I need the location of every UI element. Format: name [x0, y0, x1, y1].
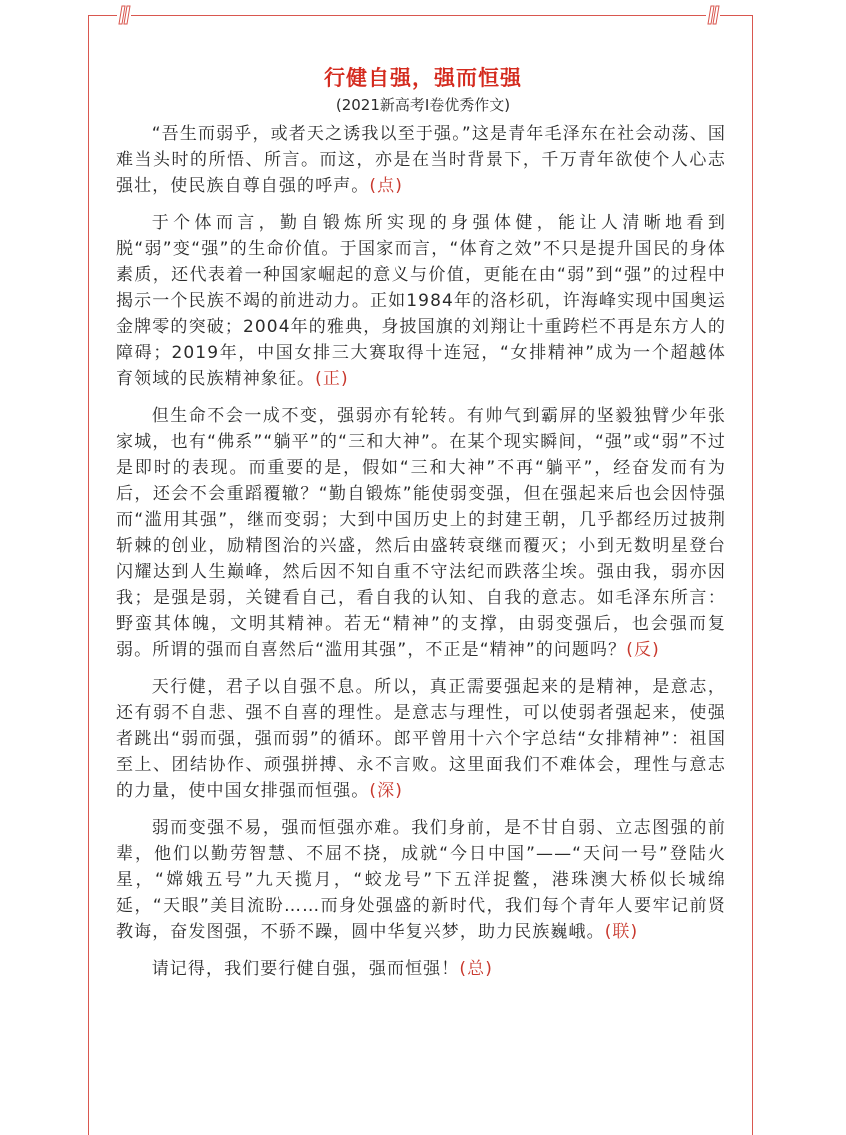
paragraph-conclusion	[116, 956, 726, 982]
paragraph-marker: (总)	[459, 959, 493, 979]
article-subtitle: (2021新高考I卷优秀作文)	[335, 96, 511, 114]
paragraph-positive	[116, 210, 726, 392]
paragraph-connect	[116, 815, 726, 945]
article-body	[116, 121, 726, 993]
paragraph-marker: (反)	[626, 640, 660, 660]
paragraph-text: 请记得，我们要行健自强，强而恒强！	[151, 959, 460, 979]
paragraph-marker: (正)	[315, 369, 349, 389]
paragraph-deepen	[116, 674, 726, 804]
paragraph-point	[116, 121, 726, 199]
article-title: 行健自强，强而恒强	[324, 66, 522, 90]
paragraph-text: 天行健，君子以自强不息。所以，真正需要强起来的是精神，是意志，还有弱不自悲、强不自喜的理性。是意志与理性，可以使弱者强起来，使强者跳出“弱而强，强而弱”的循环。郎平曾用十六个字总结“女排精神”：祖国至上、团结协作、顽强拼搏、永不言败。这里面我们不难体会，理性与意志的力量，使中国女排强而恒强。	[116, 677, 726, 801]
paragraph-marker: (深)	[369, 781, 403, 801]
paragraph-text: 但生命不会一成不变，强弱亦有轮转。有帅气到霸屏的坚毅独臂少年张家城，也有“佛系”“躺平”的“三和大神”。在某个现实瞬间，“强”或“弱”不过是即时的表现。而重要的是，假如“三和大神”不再“躺平”，经奋发而有为后，还会不会重蹈覆辙？“勤自锻炼”能使弱变强，但在强起来后也会因恃强而“滥用其强”，继而变弱；大到中国历史上的封建王朝，几乎都经历过披荆斩棘的创业，励精图治的兴盛，然后由盛转衰继而覆灭；小到无数明星登台闪耀达到人生巅峰，然后因不知自重不守法纪而跌落尘埃。强由我，弱亦因我；是强是弱，关键看自己，看自我的认知、自我的意志。如毛泽东所言：野蛮其体魄，文明其精神。若无“精神”的支撑，由弱变强后，也会强而复弱。所谓的强而自喜然后“滥用其强”，不正是“精神”的问题吗？	[116, 406, 726, 660]
paragraph-text: “吾生而弱乎，或者天之诱我以至于强。”这是青年毛泽东在社会动荡、国难当头时的所悟、所言。而这，亦是在当时背景下，千万青年欲使个人心志强壮，使民族自尊自强的呼声。	[116, 124, 726, 196]
paper-clip-icon	[117, 5, 131, 25]
paragraph-text: 于个体而言，勤自锻炼所实现的身强体健，能让人清晰地看到脱“弱”变“强”的生命价值。于国家而言，“体育之效”不只是提升国民的身体素质，还代表着一种国家崛起的意义与价值，更能在由“弱”到“强”的过程中揭示一个民族不竭的前进动力。正如1984年的洛杉矶，许海峰实现中国奥运金牌零的突破；2004年的雅典，身披国旗的刘翔让十重跨栏不再是东方人的障碍；2019年，中国女排三大赛取得十连冠，“女排精神”成为一个超越体育领域的民族精神象征。	[116, 213, 726, 389]
paper-clip-icon	[706, 5, 720, 25]
paragraph-negative	[116, 403, 726, 663]
paragraph-text: 弱而变强不易，强而恒强亦难。我们身前，是不甘自弱、立志图强的前辈，他们以勤劳智慧、不屈不挠，成就“今日中国”——“天问一号”登陆火星，“嫦娥五号”九天揽月，“蛟龙号”下五洋捉鳖，港珠澳大桥似长城绵延，“天眼”美目流盼……而身处强盛的新时代，我们每个青年人要牢记前贤教诲，奋发图强，不骄不躁，圆中华复兴梦，助力民族巍峨。	[116, 818, 726, 942]
paragraph-marker: (点)	[369, 176, 403, 196]
paragraph-marker: (联)	[604, 922, 639, 942]
